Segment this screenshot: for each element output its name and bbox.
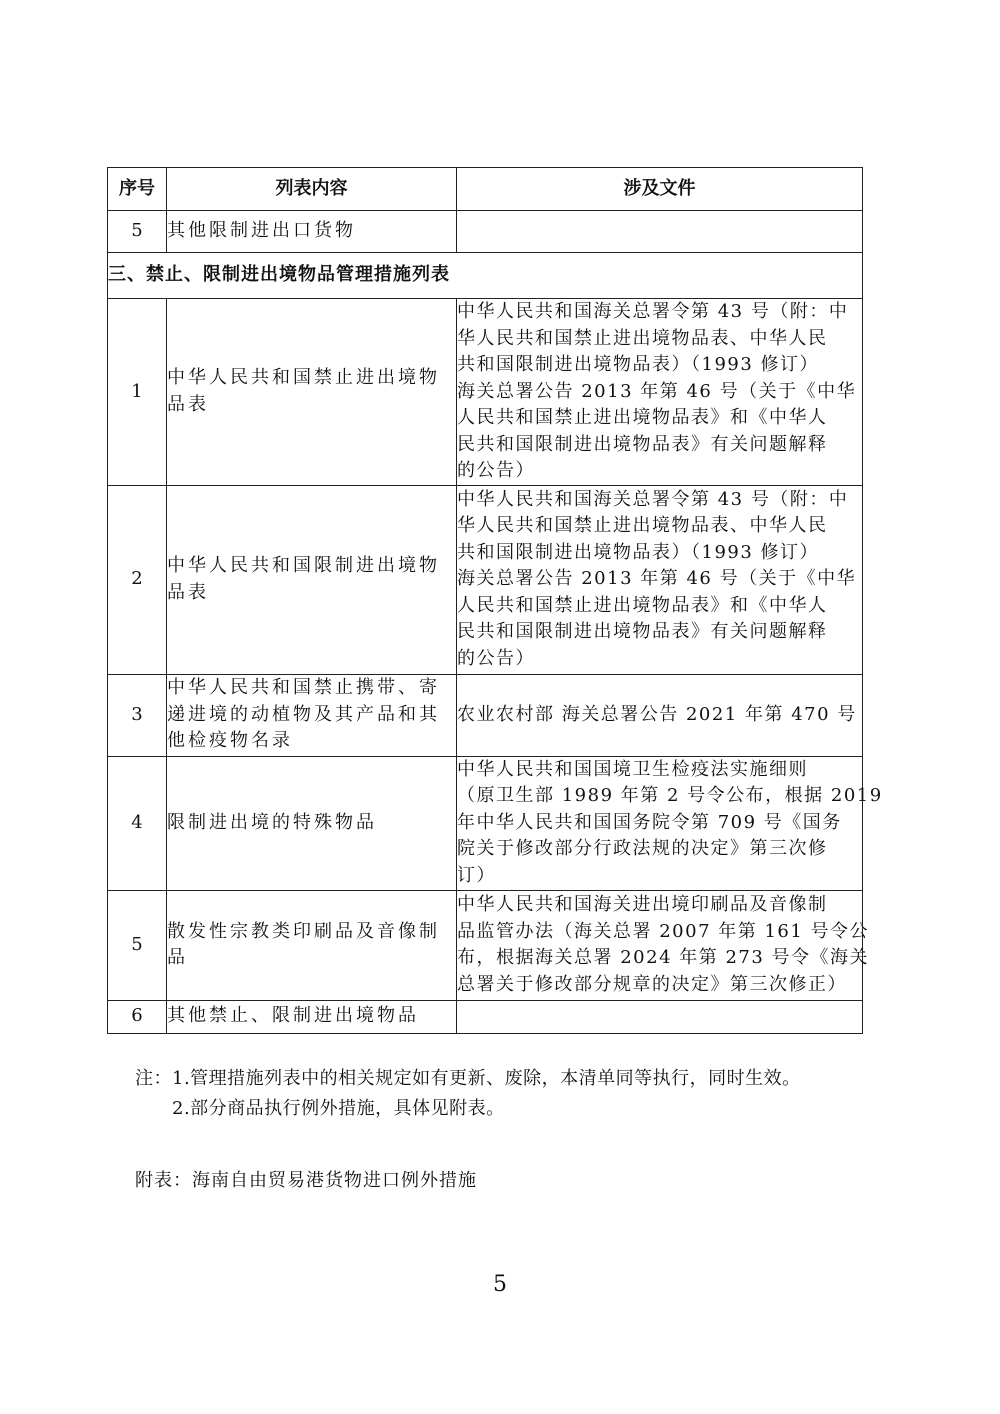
row-content-line: 品表	[167, 393, 209, 415]
measures-table	[107, 167, 883, 1034]
row-file-line: 的公告）	[457, 460, 535, 481]
header-related-documents: 涉及文件	[457, 168, 863, 211]
row-file-line: 年中华人民共和国国务院令第 709 号《国务	[457, 811, 842, 833]
header-list-content: 列表内容	[167, 168, 457, 211]
row-content	[167, 890, 457, 1000]
header-index: 序号	[108, 168, 167, 211]
section-row	[108, 253, 863, 299]
row-number: 5	[108, 890, 167, 1000]
table-row	[108, 674, 863, 756]
row-files	[457, 485, 863, 674]
row-number: 2	[108, 485, 167, 674]
row-file-line: 海关总署公告 2013 年第 46 号（关于《中华	[457, 380, 857, 402]
row-content	[167, 485, 457, 674]
row-file-line: 品监管办法（海关总署 2007 年第 161 号令公	[457, 920, 870, 942]
section-title: 三、禁止、限制进出境物品管理措施列表	[108, 253, 863, 299]
appendix-reference: 附表：海南自由贸易港货物进口例外措施	[135, 1170, 477, 1191]
row-content-line: 限制进出境的特殊物品	[167, 811, 377, 833]
row-file-line: 人民共和国禁止进出境物品表》和《中华人	[457, 407, 828, 428]
row-file-line: 院关于修改部分行政法规的决定》第三次修	[457, 838, 828, 860]
row-files	[457, 674, 863, 756]
row-file-line: （原卫生部 1989 年第 2 号令公布，根据 2019	[457, 785, 883, 807]
row-file-line: 中华人民共和国国境卫生检疫法实施细则	[457, 758, 808, 780]
row-content-line: 中华人民共和国限制进出境物	[167, 555, 440, 576]
row-content-line: 他检疫物名录	[167, 730, 293, 752]
table-row	[108, 299, 863, 486]
notes	[135, 1064, 801, 1124]
row-file-line: 农业农村部 海关总署公告 2021 年第 470 号	[457, 703, 857, 725]
row-file-line: 华人民共和国禁止进出境物品表、中华人民	[457, 327, 828, 349]
row-file-line: 共和国限制进出境物品表）（1993 修订）	[457, 354, 820, 375]
row-file-line: 总署关于修改部分规章的决定》第三次修正）	[457, 973, 847, 995]
row-file-line: 布，根据海关总署 2024 年第 273 号令《海关	[457, 947, 870, 968]
row-files	[457, 211, 863, 253]
row-file-line: 中华人民共和国海关进出境印刷品及音像制	[457, 894, 828, 915]
row-file-line: 华人民共和国禁止进出境物品表、中华人民	[457, 515, 828, 537]
table-row	[108, 756, 863, 890]
row-file-line: 中华人民共和国海关总署令第 43 号（附：中	[457, 488, 849, 510]
row-file-line: 的公告）	[457, 647, 535, 669]
row-number: 4	[108, 756, 167, 890]
note-item: 1.管理措施列表中的相关规定如有更新、废除，本清单同等执行，同时生效。	[172, 1068, 801, 1089]
table-header-row	[108, 168, 863, 211]
row-content-line: 其他禁止、限制进出境物品	[167, 1005, 419, 1027]
row-files	[457, 756, 883, 890]
row-file-line: 民共和国限制进出境物品表》有关问题解释	[457, 433, 828, 455]
row-content	[167, 756, 457, 890]
row-file-line: 订）	[457, 864, 496, 886]
table-row	[108, 1000, 863, 1033]
row-content-line: 其他限制进出口货物	[167, 220, 356, 242]
row-file-line: 共和国限制进出境物品表）（1993 修订）	[457, 541, 820, 563]
row-content-line: 递进境的动植物及其产品和其	[167, 703, 440, 725]
row-content-line: 品	[167, 947, 188, 968]
row-content-line: 中华人民共和国禁止进出境物	[167, 367, 440, 389]
row-files	[457, 890, 870, 1000]
row-content	[167, 299, 457, 486]
table-row	[108, 485, 863, 674]
row-number: 6	[108, 1000, 167, 1033]
row-number: 5	[108, 211, 167, 253]
note-item: 2.部分商品执行例外措施，具体见附表。	[172, 1098, 505, 1119]
row-number: 1	[108, 299, 167, 486]
notes-label: 注：	[135, 1068, 172, 1089]
row-number: 3	[108, 674, 167, 756]
row-content	[167, 1000, 457, 1033]
table-row	[108, 890, 863, 1000]
row-content	[167, 211, 457, 253]
row-file-line: 海关总署公告 2013 年第 46 号（关于《中华	[457, 568, 857, 590]
table-row	[108, 211, 863, 253]
row-file-line: 人民共和国禁止进出境物品表》和《中华人	[457, 594, 828, 616]
row-content	[167, 674, 457, 756]
row-file-line: 中华人民共和国海关总署令第 43 号（附：中	[457, 301, 849, 322]
row-files	[457, 1000, 863, 1033]
row-content-line: 中华人民共和国禁止携带、寄	[167, 677, 440, 699]
row-content-line: 散发性宗教类印刷品及音像制	[167, 920, 440, 942]
row-files	[457, 299, 863, 486]
page-number: 5	[493, 1272, 507, 1297]
row-content-line: 品表	[167, 581, 209, 603]
row-file-line: 民共和国限制进出境物品表》有关问题解释	[457, 621, 828, 643]
